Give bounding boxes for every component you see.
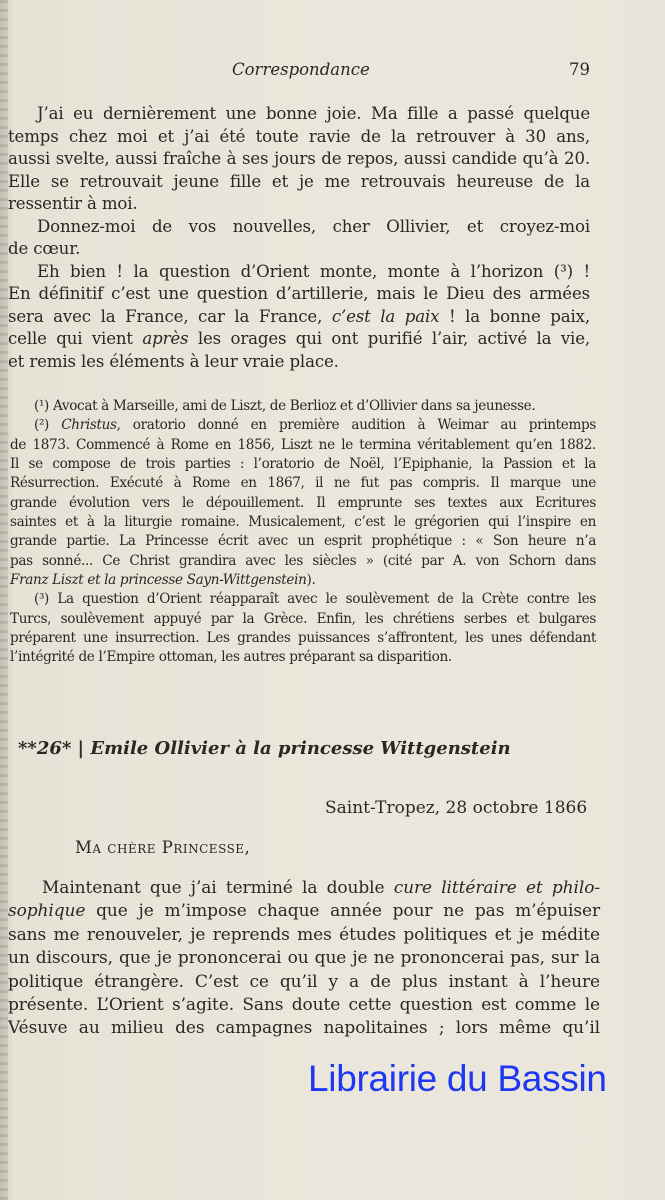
text-segment: (³) La question d’Orient réapparaît avec le soulèvement de la Crète contre les	[34, 591, 596, 608]
page-number: 79	[569, 60, 590, 79]
text-line	[8, 900, 600, 923]
text-segment: l’intégrité de l’Empire ottoman, les autres préparant sa disparition.	[10, 649, 452, 666]
text-line	[10, 532, 596, 551]
text-line	[8, 306, 590, 329]
text-line	[8, 328, 590, 351]
text-line	[10, 494, 596, 513]
text-segment: , oratorio donné en première audition à Weimar au printemps	[116, 417, 596, 434]
text-segment: et remis les éléments à leur vraie place.	[8, 351, 339, 371]
text-segment: présente. L’Orient s’agite. Sans doute cette question est comme le	[8, 995, 600, 1016]
text-line	[8, 193, 590, 216]
text-segment: temps chez moi et j’ai été toute ravie de la retrouver à 30 ans,	[8, 126, 590, 146]
text-line	[8, 283, 590, 306]
text-segment: de cœur.	[8, 239, 81, 258]
text-line	[10, 552, 596, 571]
letter-body	[8, 877, 600, 1041]
text-line	[8, 947, 600, 970]
text-line	[10, 436, 596, 455]
text-line	[8, 148, 590, 171]
text-segment: ! la bonne paix,	[439, 306, 590, 326]
text-segment: En définitif c’est une question d’artillerie, mais le Dieu des armées	[8, 284, 590, 303]
text-line	[8, 877, 600, 900]
text-segment: grande évolution vers le dépouillement. Il emprunte ses textes aux Ecritures	[10, 494, 596, 511]
text-line	[10, 455, 596, 474]
italic-text: sophique	[8, 901, 86, 922]
text-line	[8, 126, 590, 149]
text-segment: Vésuve au milieu des campagnes napolitaines ; lors même qu’il	[8, 1018, 600, 1039]
letter-heading: **26* | Emile Ollivier à la princesse Wittgenstein	[18, 738, 511, 759]
text-line	[10, 629, 596, 648]
text-line	[8, 994, 600, 1017]
text-segment: (²)	[34, 417, 62, 434]
text-segment: grande partie. La Princesse écrit avec un esprit prophétique : « Son heure n’a	[10, 533, 596, 550]
text-segment: que je m’impose chaque année pour ne pas m’épuiser	[85, 901, 600, 922]
text-line	[10, 474, 596, 493]
text-segment: Donnez-moi de vos nouvelles, cher Ollivier, et croyez-moi	[37, 216, 590, 236]
text-line	[8, 103, 590, 126]
text-segment: ).	[306, 572, 316, 589]
text-line	[8, 351, 590, 374]
text-segment: Il se compose de trois parties : l’oratorio de Noël, l’Epiphanie, la Passion et la	[10, 456, 596, 473]
letter-date: Saint-Tropez, 28 octobre 1866	[325, 798, 588, 818]
text-segment: les orages qui ont purifié l’air, activé la vie,	[188, 329, 590, 348]
letter-salutation: Ma chère Princesse,	[75, 838, 251, 857]
italic-text: Christus	[61, 417, 117, 434]
letter-end-text	[8, 103, 590, 373]
text-line	[8, 216, 590, 239]
text-segment: Maintenant que j’ai terminé la double	[42, 878, 394, 898]
text-segment: Turcs, soulèvement appuyé par la Grèce. Enfin, les chrétiens serbes et bulgares	[10, 610, 596, 627]
text-segment: pas sonné... Ce Christ grandira avec les siècles » (cité par A. von Schorn dans	[10, 552, 596, 569]
text-line	[10, 571, 596, 590]
italic-text: c’est la paix	[331, 306, 440, 326]
text-line	[10, 610, 596, 629]
text-segment: celle qui vient	[8, 329, 143, 348]
text-segment: Eh bien ! la question d’Orient monte, monte à l’horizon (³) !	[37, 261, 590, 281]
text-line	[8, 1017, 600, 1040]
text-segment: sans me renouveler, je reprends mes études politiques et je médite	[8, 924, 600, 945]
text-segment: J’ai eu dernièrement une bonne joie. Ma fille a passé quelque	[37, 104, 590, 123]
italic-text: cure littéraire et philo-	[393, 878, 600, 898]
text-line	[8, 238, 590, 261]
text-line	[8, 261, 590, 284]
text-segment: ressentir à moi.	[8, 194, 138, 213]
text-segment: aussi svelte, aussi fraîche à ses jours de repos, aussi candide qu’à 20.	[8, 149, 590, 168]
text-segment: Elle se retrouvait jeune fille et je me retrouvais heureuse de la	[8, 171, 590, 191]
text-line	[8, 971, 600, 994]
watermark: Librairie du Bassin	[308, 1058, 607, 1099]
text-segment: (¹) Avocat à Marseille, ami de Liszt, de Berlioz et d’Ollivier dans sa jeunesse.	[34, 398, 536, 414]
footnotes	[10, 397, 596, 668]
text-segment: Résurrection. Exécuté à Rome en 1867, il ne fut pas compris. Il marque une	[10, 475, 596, 492]
text-line	[10, 397, 596, 416]
text-line	[8, 171, 590, 194]
text-line	[10, 513, 596, 532]
text-segment: sera avec la France, car la France,	[8, 306, 332, 326]
text-segment: politique étrangère. C’est ce qu’il y a de plus instant à l’heure	[8, 971, 600, 992]
italic-text: Franz Liszt et la princesse Sayn-Wittgenstein	[10, 572, 307, 589]
italic-text: après	[142, 329, 189, 348]
text-segment: de 1873. Commencé à Rome en 1856, Liszt ne le termina véritablement qu’en 1882.	[10, 436, 596, 453]
running-header-title: Correspondance	[232, 60, 370, 79]
text-segment: préparent une insurrection. Les grandes puissances s’affrontent, les unes défendant	[10, 630, 596, 647]
text-line	[10, 648, 596, 667]
text-segment: un discours, que je prononcerai ou que je ne prononcerai pas, sur la	[8, 948, 600, 969]
book-gutter-shadow	[0, 0, 8, 1200]
text-line	[10, 416, 596, 435]
text-line	[10, 590, 596, 609]
text-segment: saintes et à la liturgie romaine. Musicalement, c’est le grégorien qui l’inspire en	[10, 514, 596, 531]
text-line	[8, 924, 600, 947]
